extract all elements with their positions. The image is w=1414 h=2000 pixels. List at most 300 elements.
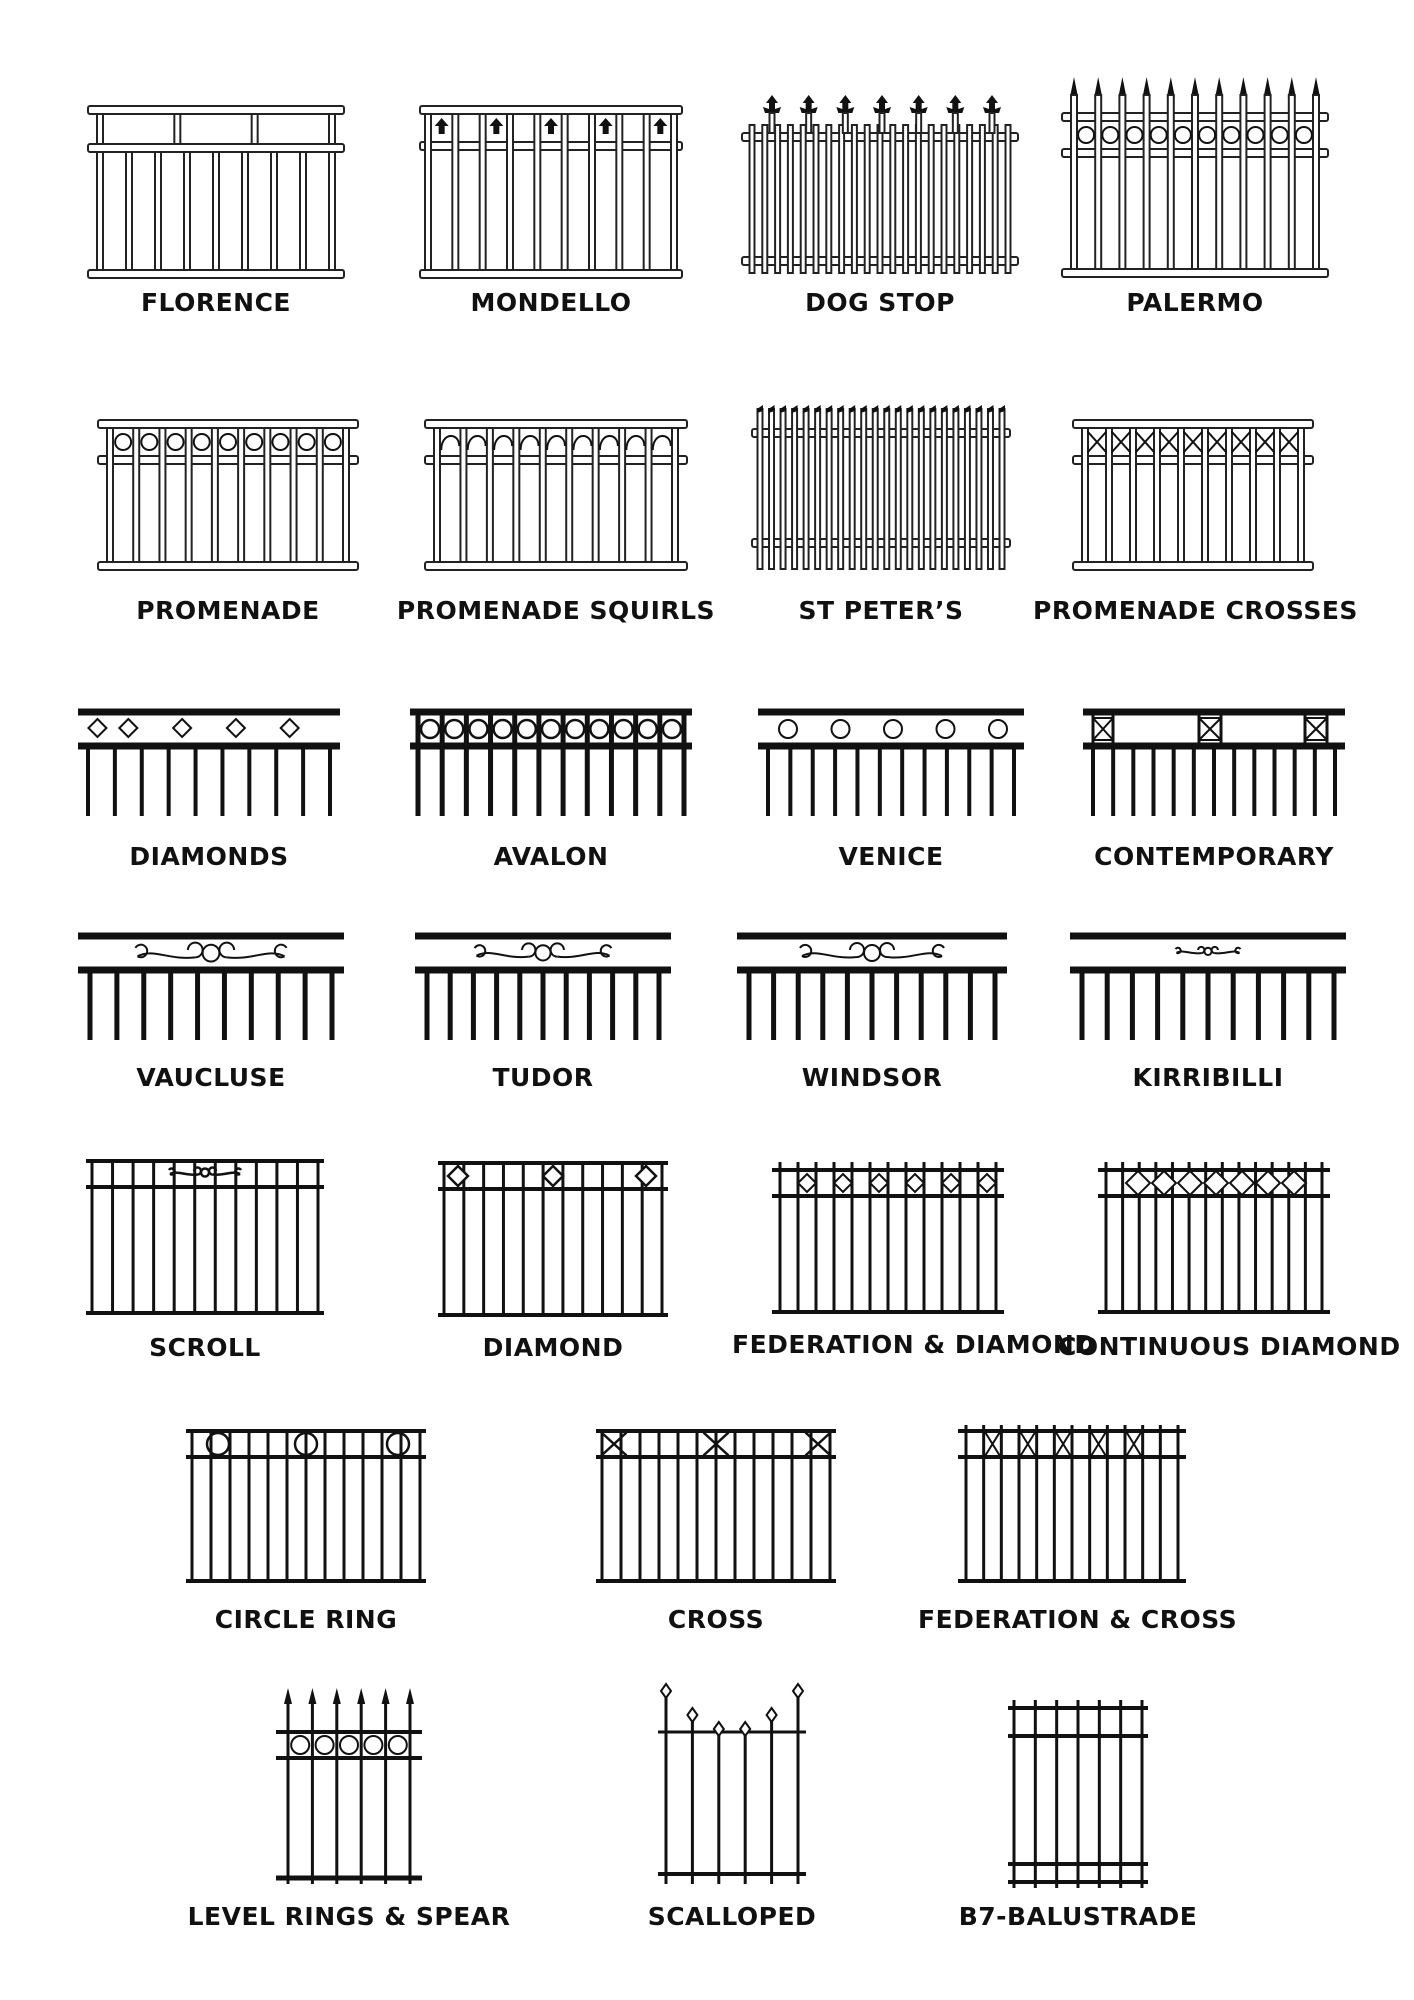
style-card-scalloped bbox=[647, 1688, 817, 1938]
picket bbox=[791, 1431, 794, 1581]
scroll-ornament bbox=[522, 943, 535, 956]
style-name-venice: VENICE bbox=[838, 842, 944, 871]
picket bbox=[513, 428, 519, 562]
style-name-scroll: SCROLL bbox=[149, 1333, 261, 1362]
picket bbox=[329, 114, 335, 144]
picket bbox=[916, 113, 921, 133]
ring-ornament bbox=[220, 434, 236, 450]
diamond-ornament bbox=[942, 1174, 960, 1192]
picket bbox=[220, 746, 224, 816]
spear-finial bbox=[382, 1688, 390, 1704]
picket bbox=[965, 409, 970, 569]
picket bbox=[512, 712, 517, 816]
style-name-federation-diamond: FEDERATION & DIAMOND bbox=[732, 1330, 1096, 1359]
ring-ornament bbox=[542, 720, 560, 738]
rail bbox=[1073, 420, 1313, 428]
rail bbox=[737, 933, 1007, 940]
ring-ornament bbox=[1102, 127, 1118, 143]
ring-ornament bbox=[1078, 127, 1094, 143]
picket bbox=[276, 970, 281, 1040]
picket bbox=[482, 1163, 485, 1315]
picket bbox=[494, 970, 499, 1040]
picket bbox=[1281, 970, 1286, 1040]
fleur-finial bbox=[800, 95, 818, 113]
rail bbox=[420, 270, 682, 278]
style-name-level-rings-spear: LEVEL RINGS & SPEAR bbox=[187, 1902, 511, 1931]
ring-ornament bbox=[494, 720, 512, 738]
picket bbox=[140, 746, 144, 816]
picket bbox=[229, 1431, 232, 1581]
picket bbox=[222, 970, 227, 1040]
picket bbox=[443, 1163, 446, 1315]
style-card-b7-balustrade bbox=[958, 1700, 1198, 1938]
picket bbox=[1226, 428, 1232, 562]
diamond-ornament bbox=[173, 719, 191, 737]
picket bbox=[328, 746, 332, 816]
style-card-promenade-crosses bbox=[1033, 410, 1358, 630]
picket bbox=[1172, 746, 1176, 816]
spear-finial bbox=[284, 1688, 292, 1704]
rail bbox=[758, 709, 1024, 716]
picket bbox=[826, 125, 831, 273]
style-name-kirribilli: KIRRIBILLI bbox=[1132, 1063, 1284, 1092]
picket bbox=[159, 428, 165, 562]
picket bbox=[980, 125, 985, 273]
picket bbox=[762, 125, 767, 273]
picket bbox=[186, 428, 192, 562]
style-name-mondello: MONDELLO bbox=[470, 288, 632, 317]
picket bbox=[839, 125, 844, 273]
ring-ornament bbox=[194, 434, 210, 450]
picket bbox=[696, 1431, 699, 1581]
picket bbox=[943, 970, 948, 1040]
ring-ornament bbox=[1127, 127, 1143, 143]
picket bbox=[894, 970, 899, 1040]
scroll-ornament bbox=[1198, 947, 1204, 953]
picket bbox=[480, 114, 486, 270]
picket bbox=[242, 152, 248, 270]
fence-illustration-contemporary bbox=[1083, 708, 1345, 818]
picket bbox=[1206, 970, 1211, 1040]
picket bbox=[965, 1425, 968, 1581]
picket bbox=[1095, 95, 1101, 269]
fleur-ornament bbox=[653, 118, 667, 134]
spear-finial bbox=[357, 1688, 365, 1704]
spear-finial bbox=[793, 1684, 803, 1698]
picket bbox=[1082, 428, 1088, 562]
rail bbox=[425, 562, 687, 570]
squirl-ornament bbox=[653, 436, 671, 450]
picket bbox=[861, 409, 866, 569]
fleur-finial bbox=[983, 95, 1001, 113]
picket bbox=[274, 746, 278, 816]
ring-ornament bbox=[141, 434, 157, 450]
picket bbox=[945, 746, 949, 816]
rail bbox=[276, 1876, 422, 1881]
style-name-florence: FLORENCE bbox=[140, 288, 292, 317]
spear-finial bbox=[687, 1708, 697, 1722]
picket bbox=[976, 409, 981, 569]
rail bbox=[758, 743, 1024, 750]
picket bbox=[968, 970, 973, 1040]
style-card-venice bbox=[758, 708, 1024, 878]
picket bbox=[562, 114, 568, 270]
fleur-finial bbox=[763, 95, 781, 113]
style-card-vaucluse bbox=[78, 930, 344, 1100]
picket bbox=[132, 1161, 135, 1313]
picket bbox=[633, 970, 638, 1040]
ring-ornament bbox=[115, 434, 131, 450]
rail bbox=[658, 1872, 806, 1876]
picket bbox=[1000, 1425, 1003, 1581]
ring-ornament bbox=[590, 720, 608, 738]
fleur-finial bbox=[910, 95, 928, 113]
picket bbox=[1289, 95, 1295, 269]
picket bbox=[838, 409, 843, 569]
picket bbox=[1130, 970, 1135, 1040]
diamond-ornament bbox=[1282, 1171, 1306, 1195]
picket bbox=[425, 970, 430, 1040]
style-name-promenade-crosses: PROMENADE CROSSES bbox=[1033, 596, 1358, 625]
picket bbox=[919, 970, 924, 1040]
picket bbox=[1250, 428, 1256, 562]
picket bbox=[1293, 746, 1297, 816]
picket bbox=[1071, 95, 1077, 269]
rail bbox=[98, 420, 358, 428]
picket bbox=[810, 1431, 813, 1581]
picket bbox=[1071, 1425, 1074, 1581]
diamond-ornament bbox=[1204, 1171, 1228, 1195]
diamond-ornament bbox=[1126, 1171, 1150, 1195]
style-name-avalon: AVALON bbox=[493, 842, 609, 871]
picket bbox=[1141, 1700, 1144, 1888]
picket bbox=[287, 1702, 290, 1884]
picket bbox=[878, 125, 883, 273]
fleur-finial bbox=[836, 95, 854, 113]
fence-illustration-windsor bbox=[737, 930, 1007, 1040]
ring-ornament bbox=[1175, 127, 1191, 143]
rail bbox=[410, 709, 692, 716]
picket bbox=[657, 970, 662, 1040]
picket bbox=[1105, 1162, 1108, 1312]
picket bbox=[416, 712, 421, 816]
ring-ornament bbox=[1223, 127, 1239, 143]
fence-illustration-promenade-squirls bbox=[425, 410, 687, 570]
picket bbox=[360, 1702, 363, 1884]
picket bbox=[665, 1694, 668, 1884]
ring-ornament bbox=[469, 720, 487, 738]
picket bbox=[1313, 746, 1317, 816]
diamond-ornament bbox=[1256, 1171, 1280, 1195]
picket bbox=[1240, 95, 1246, 269]
picket bbox=[541, 970, 546, 1040]
fence-illustration-venice bbox=[758, 708, 1024, 818]
picket bbox=[907, 409, 912, 569]
squirl-ornament bbox=[626, 436, 644, 450]
ring-ornament bbox=[1296, 127, 1312, 143]
ring-ornament bbox=[663, 720, 681, 738]
picket bbox=[1144, 95, 1150, 269]
rail bbox=[88, 270, 344, 278]
fence-illustration-promenade bbox=[98, 410, 358, 570]
spear-finial bbox=[661, 1684, 671, 1698]
picket bbox=[286, 1431, 289, 1581]
fence-illustration-tudor bbox=[415, 930, 671, 1040]
picket bbox=[212, 428, 218, 562]
picket bbox=[811, 746, 815, 816]
fence-illustration-avalon bbox=[410, 708, 692, 818]
fence-illustration-dog-stop bbox=[742, 85, 1018, 280]
picket bbox=[487, 428, 493, 562]
diamond-ornament bbox=[119, 719, 137, 737]
ring-ornament bbox=[864, 945, 880, 961]
scroll-ornament bbox=[1212, 947, 1218, 953]
style-name-circle-ring: CIRCLE RING bbox=[214, 1605, 398, 1634]
picket bbox=[923, 746, 927, 816]
ring-ornament bbox=[937, 720, 955, 738]
ring-ornament bbox=[201, 1169, 209, 1177]
picket bbox=[1192, 95, 1198, 269]
style-card-cross bbox=[596, 1425, 836, 1635]
fence-illustration-palermo bbox=[1062, 75, 1328, 280]
picket bbox=[195, 970, 200, 1040]
rail bbox=[276, 1730, 422, 1734]
picket bbox=[804, 409, 809, 569]
ring-ornament bbox=[832, 720, 850, 738]
style-card-scroll bbox=[86, 1155, 324, 1370]
picket bbox=[1216, 95, 1222, 269]
fence-illustration-b7-balustrade bbox=[1008, 1700, 1148, 1890]
ring-ornament bbox=[1151, 127, 1167, 143]
picket bbox=[536, 712, 541, 816]
squirl-ornament bbox=[468, 436, 486, 450]
picket bbox=[1091, 746, 1095, 816]
picket bbox=[471, 970, 476, 1040]
style-card-windsor bbox=[737, 930, 1007, 1100]
rail bbox=[98, 562, 358, 570]
picket bbox=[1012, 746, 1016, 816]
picket bbox=[248, 1431, 251, 1581]
rail bbox=[78, 743, 340, 750]
picket bbox=[1178, 428, 1184, 562]
picket bbox=[661, 1163, 664, 1315]
diamond-ornament bbox=[281, 719, 299, 737]
picket bbox=[184, 152, 190, 270]
picket bbox=[967, 746, 971, 816]
spear-finial bbox=[333, 1688, 341, 1704]
style-name-tudor: TUDOR bbox=[492, 1063, 594, 1092]
picket bbox=[953, 113, 958, 133]
picket bbox=[916, 125, 921, 273]
picket bbox=[452, 114, 458, 270]
ring-ornament bbox=[387, 1433, 409, 1455]
picket bbox=[880, 113, 885, 133]
picket bbox=[191, 1431, 194, 1581]
diamond-ornament bbox=[1230, 1171, 1254, 1195]
picket bbox=[534, 114, 540, 270]
style-card-level-rings-spear bbox=[187, 1688, 511, 1938]
picket bbox=[820, 970, 825, 1040]
fence-illustration-promenade-crosses bbox=[1073, 410, 1313, 570]
fence-illustration-scroll bbox=[86, 1155, 324, 1320]
picket bbox=[335, 1702, 338, 1884]
picket bbox=[993, 125, 998, 273]
picket bbox=[1274, 428, 1280, 562]
picket bbox=[1256, 970, 1261, 1040]
picket bbox=[691, 1718, 694, 1884]
picket bbox=[677, 1431, 680, 1581]
picket bbox=[1333, 746, 1337, 816]
picket bbox=[317, 1161, 320, 1313]
ring-ornament bbox=[1199, 127, 1215, 143]
picket bbox=[174, 114, 180, 144]
picket bbox=[425, 114, 431, 270]
picket bbox=[1273, 746, 1277, 816]
style-card-palermo bbox=[1062, 75, 1328, 320]
picket bbox=[1130, 428, 1136, 562]
picket bbox=[561, 1163, 564, 1315]
style-name-promenade: PROMENADE bbox=[136, 596, 320, 625]
style-card-st-peters bbox=[752, 403, 1010, 630]
picket bbox=[796, 970, 801, 1040]
style-card-federation-cross bbox=[918, 1425, 1238, 1635]
fleur-ornament bbox=[599, 118, 613, 134]
picket bbox=[381, 1431, 384, 1581]
picket bbox=[1013, 1700, 1016, 1888]
picket bbox=[249, 970, 254, 1040]
style-card-mondello bbox=[420, 100, 682, 320]
picket bbox=[329, 152, 335, 270]
picket bbox=[1313, 95, 1319, 269]
picket bbox=[488, 712, 493, 816]
ring-ornament bbox=[272, 434, 288, 450]
picket bbox=[330, 970, 335, 1040]
picket bbox=[97, 152, 103, 270]
style-card-continuous-diamond bbox=[1058, 1162, 1401, 1370]
spear-finial bbox=[406, 1688, 414, 1704]
picket bbox=[305, 1431, 308, 1581]
picket bbox=[1265, 95, 1271, 269]
picket bbox=[1168, 95, 1174, 269]
picket bbox=[988, 409, 993, 569]
style-name-contemporary: CONTEMPORARY bbox=[1094, 842, 1334, 871]
picket bbox=[682, 712, 687, 816]
picket bbox=[658, 1431, 661, 1581]
picket bbox=[434, 428, 440, 562]
diamond-ornament bbox=[798, 1174, 816, 1192]
picket bbox=[744, 1732, 747, 1884]
picket bbox=[954, 125, 959, 273]
picket bbox=[671, 114, 677, 270]
picket bbox=[311, 1702, 314, 1884]
spear-finial bbox=[740, 1722, 750, 1736]
picket bbox=[717, 1732, 720, 1884]
rail bbox=[1070, 933, 1346, 940]
picket bbox=[542, 1163, 545, 1315]
ring-ornament bbox=[518, 720, 536, 738]
squirl-ornament bbox=[547, 436, 565, 450]
picket bbox=[1000, 409, 1005, 569]
picket bbox=[797, 1694, 800, 1884]
fence-illustration-diamond bbox=[438, 1157, 668, 1320]
picket bbox=[750, 125, 755, 273]
picket bbox=[585, 712, 590, 816]
spear-finial bbox=[714, 1722, 724, 1736]
picket bbox=[827, 409, 832, 569]
picket bbox=[609, 712, 614, 816]
rail bbox=[276, 1756, 422, 1760]
picket bbox=[1106, 1425, 1109, 1581]
style-name-st-peters: ST PETER’S bbox=[798, 596, 964, 625]
picket bbox=[753, 1431, 756, 1581]
picket bbox=[814, 125, 819, 273]
picket bbox=[1098, 1700, 1101, 1888]
fence-illustration-scalloped bbox=[658, 1688, 806, 1888]
rail bbox=[88, 144, 344, 152]
picket bbox=[788, 746, 792, 816]
picket bbox=[621, 1163, 624, 1315]
style-name-dog-stop: DOG STOP bbox=[805, 288, 955, 317]
picket bbox=[114, 970, 119, 1040]
picket bbox=[896, 409, 901, 569]
fleur-finial bbox=[946, 95, 964, 113]
picket bbox=[152, 1161, 155, 1313]
fence-illustration-diamonds bbox=[78, 708, 340, 818]
ring-ornament bbox=[989, 720, 1007, 738]
style-card-tudor bbox=[415, 930, 671, 1100]
diamond-ornament bbox=[1178, 1171, 1202, 1195]
picket bbox=[734, 1431, 737, 1581]
picket bbox=[801, 125, 806, 273]
picket bbox=[953, 409, 958, 569]
picket bbox=[1298, 428, 1304, 562]
picket bbox=[460, 428, 466, 562]
squirl-ornament bbox=[521, 436, 539, 450]
picket bbox=[884, 409, 889, 569]
picket bbox=[601, 1163, 604, 1315]
picket bbox=[440, 712, 445, 816]
picket bbox=[903, 125, 908, 273]
picket bbox=[781, 409, 786, 569]
picket bbox=[247, 746, 251, 816]
picket bbox=[1332, 970, 1337, 1040]
picket bbox=[843, 113, 848, 133]
ring-ornament bbox=[325, 434, 341, 450]
picket bbox=[1088, 1425, 1091, 1581]
picket bbox=[1035, 1425, 1038, 1581]
style-name-diamonds: DIAMONDS bbox=[129, 842, 289, 871]
picket bbox=[296, 1161, 299, 1313]
picket bbox=[993, 970, 998, 1040]
style-name-b7-balustrade: B7-BALUSTRADE bbox=[958, 1902, 1198, 1931]
picket bbox=[641, 1163, 644, 1315]
picket bbox=[234, 1161, 237, 1313]
ring-ornament bbox=[445, 720, 463, 738]
picket bbox=[770, 113, 775, 133]
ring-ornament bbox=[535, 945, 550, 960]
rail bbox=[752, 539, 1010, 547]
picket bbox=[303, 970, 308, 1040]
picket bbox=[264, 428, 270, 562]
picket bbox=[517, 970, 522, 1040]
picket bbox=[771, 970, 776, 1040]
picket bbox=[1202, 428, 1208, 562]
picket bbox=[1154, 428, 1160, 562]
diamond-ornament bbox=[543, 1166, 563, 1186]
picket bbox=[255, 1161, 258, 1313]
fence-illustration-cross bbox=[596, 1425, 836, 1585]
picket bbox=[850, 409, 855, 569]
